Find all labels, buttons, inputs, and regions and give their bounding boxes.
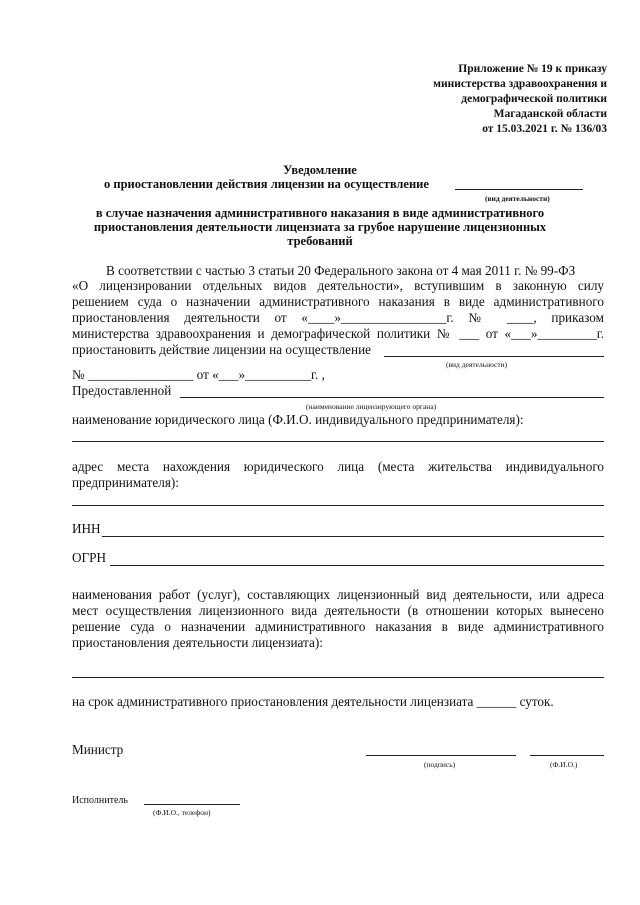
executor-line[interactable] — [144, 804, 240, 805]
license-number-line: № ________________ от «___»__________г. , — [72, 367, 325, 382]
activity-caption-2: (вид деятельности) — [446, 360, 508, 369]
ogrn-line[interactable] — [110, 565, 604, 566]
title-line-4: приостановления деятельности лицензиата за грубое нарушение лицензионных — [93, 220, 547, 234]
minister-label: Министр — [72, 742, 124, 757]
paragraph-line-4: приостановления деятельности от «____»________________г. № ____, приказом — [72, 310, 604, 325]
organ-caption: (наименование лицензирующего органа) — [306, 402, 437, 411]
minister-name-caption: (Ф.И.О.) — [550, 760, 578, 769]
signature-caption: (подпись) — [424, 760, 456, 769]
title-line-5: требований — [287, 234, 353, 248]
notice-title: Уведомление — [283, 163, 357, 177]
provided-label: Предоставленной — [72, 383, 172, 398]
works-label-3: решение суда о назначении административного наказания в виде административного — [72, 619, 604, 634]
inn-line[interactable] — [102, 536, 604, 537]
appendix-line-4: Магаданской области — [493, 108, 607, 120]
works-label-2: мест осуществления лицензионного вида деятельности (в отношении которых вынесено — [72, 603, 604, 618]
legal-name-label: наименование юридического лица (Ф.И.О. индивидуального предпринимателя): — [72, 412, 524, 427]
suspension-term: на срок административного приостановления деятельности лицензиата ______ суток. — [72, 694, 554, 709]
legal-name-line[interactable] — [72, 441, 604, 442]
signature-line[interactable] — [366, 755, 516, 756]
address-label-2: предпринимателя): — [72, 475, 179, 490]
paragraph-line-6: приостановить действие лицензии на осуществление — [72, 342, 371, 357]
organ-line[interactable] — [180, 397, 604, 398]
ogrn-label: ОГРН — [72, 550, 107, 565]
appendix-line-3: демографической политики — [461, 93, 607, 105]
title-line-3: в случае назначения административного наказания в виде административного — [95, 206, 545, 220]
paragraph-line-1: В соответствии с частью 3 статьи 20 Федерального закона от 4 мая 2011 г. № 99-ФЗ — [106, 263, 576, 278]
executor-label: Исполнитель — [72, 795, 128, 806]
paragraph-line-3: решением суда о назначении административного наказания в виде административного — [72, 294, 604, 309]
works-label-4: приостановления деятельности лицензиата): — [72, 635, 323, 650]
appendix-line-1: Приложение № 19 к приказу — [458, 63, 607, 75]
minister-name-line[interactable] — [530, 755, 604, 756]
appendix-line-5: от 15.03.2021 г. № 136/03 — [482, 123, 607, 135]
paragraph-line-2: «О лицензировании отдельных видов деятельности», вступившим в законную силу — [72, 278, 604, 293]
works-line[interactable] — [72, 677, 604, 678]
appendix-line-2: министерства здравоохранения и — [433, 78, 607, 90]
activity-line[interactable] — [384, 356, 604, 357]
address-line[interactable] — [72, 505, 604, 506]
address-label-1: адрес места нахождения юридического лица (места жительства индивидуального — [72, 459, 604, 474]
works-label-1: наименования работ (услуг), составляющих лицензионный вид деятельности, или адреса — [72, 587, 604, 602]
activity-caption: (вид деятельности) — [485, 194, 550, 203]
notice-subtitle: о приостановлении действия лицензии на осуществление — [104, 177, 429, 191]
paragraph-line-5: министерства здравоохранения и демографической политики № ___ от «___»_________г. — [72, 326, 604, 341]
inn-label: ИНН — [72, 521, 101, 536]
executor-caption: (Ф.И.О., телефон) — [153, 808, 211, 817]
activity-type-line[interactable] — [455, 189, 583, 190]
